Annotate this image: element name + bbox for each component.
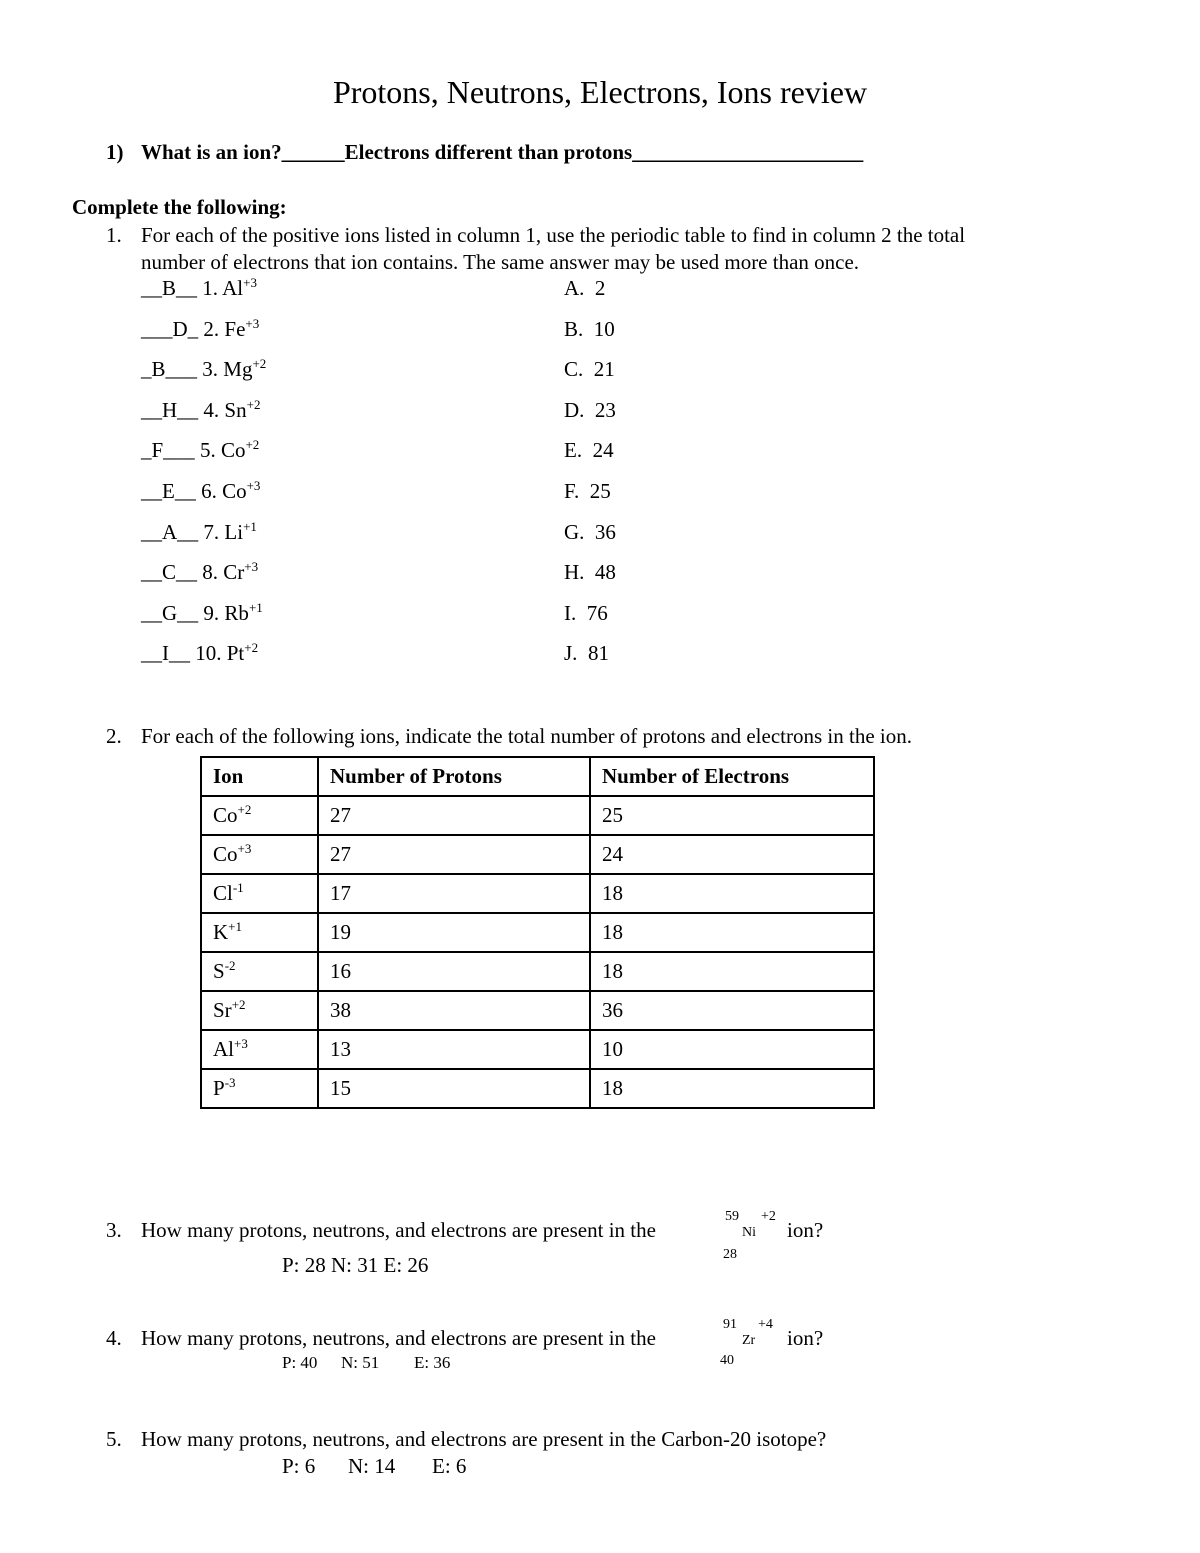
ion-charge: -1 <box>232 880 244 895</box>
ion-symbol: S <box>213 959 225 983</box>
q3-symbol: Ni <box>742 1225 756 1240</box>
match-answer: __A__ <box>141 520 199 544</box>
q5-answer-neutrons: N: 14 <box>348 1454 396 1478</box>
match-ion-charge: +3 <box>245 316 260 331</box>
table-row <box>201 796 874 835</box>
q1-line <box>141 142 863 163</box>
complete-heading: Complete the following: <box>72 195 287 219</box>
ion-cell <box>201 991 318 1030</box>
table-row <box>201 1030 874 1069</box>
match-item <box>141 437 260 462</box>
choice-value: 2 <box>594 276 606 300</box>
match-ion-symbol: Mg <box>223 357 253 381</box>
match-ion-charge: +2 <box>244 640 259 655</box>
choice-item <box>564 440 614 461</box>
choice-item <box>564 481 611 502</box>
match-item <box>141 397 261 422</box>
choice-item <box>564 400 616 421</box>
ion-symbol: Cl <box>213 881 233 905</box>
electrons-cell: 10 <box>590 1030 874 1069</box>
choice-letter: A. <box>564 276 585 300</box>
section1-instructions-line2: number of electrons that ion contains. The same answer may be used more than once. <box>141 250 860 274</box>
match-ion-charge: +3 <box>243 275 257 290</box>
match-ion-charge: +2 <box>246 397 261 412</box>
match-answer: __C__ <box>141 560 198 584</box>
match-answer: ___D_ <box>141 317 199 341</box>
choice-item <box>564 319 615 340</box>
ion-cell <box>201 874 318 913</box>
match-ion-charge: +3 <box>246 478 261 493</box>
choice-value: 81 <box>587 641 609 665</box>
section1-number: 1. <box>106 223 122 247</box>
q4-answer-electrons: E: 36 <box>414 1353 451 1372</box>
choice-value: 10 <box>593 317 615 341</box>
match-ion-symbol: Co <box>220 438 246 462</box>
choice-item <box>564 603 608 624</box>
ion-symbol: Co <box>213 803 238 827</box>
match-number: 3. <box>202 357 219 381</box>
match-answer: __H__ <box>141 398 199 422</box>
match-ion-symbol: Rb <box>224 601 249 625</box>
q4-suffix: ion? <box>787 1326 824 1350</box>
q4-mass-number: 91 <box>723 1317 737 1332</box>
choice-item <box>564 359 615 380</box>
match-item <box>141 275 257 300</box>
ion-symbol: P <box>213 1076 225 1100</box>
match-ion-charge: +1 <box>248 600 263 615</box>
section2-instructions: For each of the following ions, indicate the total number of protons and electrons in the ion. <box>141 724 912 748</box>
electrons-cell: 25 <box>590 796 874 835</box>
choice-value: 23 <box>594 398 616 422</box>
choice-value: 21 <box>593 357 615 381</box>
protons-cell: 15 <box>318 1069 590 1108</box>
ion-symbol: Sr <box>213 998 232 1022</box>
match-item <box>141 559 259 584</box>
protons-cell: 27 <box>318 796 590 835</box>
header-protons: Number of Protons <box>318 757 590 796</box>
ion-symbol: K <box>213 920 229 944</box>
match-ion-symbol: Co <box>222 479 247 503</box>
q3-atomic-number: 28 <box>723 1247 737 1262</box>
match-number: 8. <box>202 560 219 584</box>
choice-value: 36 <box>594 520 616 544</box>
q4-symbol: Zr <box>742 1333 756 1348</box>
choice-item <box>564 522 616 543</box>
q4-answer-protons: P: 40 <box>282 1353 318 1372</box>
match-ion-symbol: Pt <box>226 641 245 665</box>
choice-item <box>564 562 616 583</box>
q1-blank-after: ______________________ <box>632 140 864 164</box>
protons-cell: 13 <box>318 1030 590 1069</box>
choice-letter: G. <box>564 520 585 544</box>
match-number: 10. <box>195 641 222 665</box>
choice-value: 48 <box>594 560 616 584</box>
ion-charge: +2 <box>231 997 246 1012</box>
electrons-cell: 18 <box>590 913 874 952</box>
match-ion-symbol: Sn <box>224 398 247 422</box>
q4-answer-neutrons: N: 51 <box>341 1353 380 1372</box>
ion-cell <box>201 1069 318 1108</box>
protons-cell: 16 <box>318 952 590 991</box>
electrons-cell: 18 <box>590 1069 874 1108</box>
ion-charge: +3 <box>234 1036 248 1051</box>
q5-answer-protons: P: 6 <box>282 1454 316 1478</box>
ion-charge: +2 <box>237 802 252 817</box>
match-answer: _F___ <box>141 438 195 462</box>
q1-answer: Electrons different than protons <box>344 140 633 164</box>
match-number: 5. <box>199 438 216 462</box>
electrons-cell: 24 <box>590 835 874 874</box>
match-ion-charge: +2 <box>245 437 260 452</box>
choice-letter: D. <box>564 398 585 422</box>
ion-cell <box>201 913 318 952</box>
protons-cell: 38 <box>318 991 590 1030</box>
match-answer: _B___ <box>141 357 198 381</box>
q3-mass-number: 59 <box>725 1209 739 1224</box>
ion-cell <box>201 835 318 874</box>
match-answer: __G__ <box>141 601 199 625</box>
ion-cell <box>201 796 318 835</box>
match-number: 7. <box>203 520 220 544</box>
table-row <box>201 1069 874 1108</box>
q1-blank-before: ______ <box>281 140 345 164</box>
choice-letter: H. <box>564 560 585 584</box>
match-ion-charge: +2 <box>252 356 267 371</box>
q5-text: How many protons, neutrons, and electrons are present in the Carbon-20 isotope? <box>141 1427 827 1451</box>
choice-letter: E. <box>564 438 583 462</box>
electrons-cell: 18 <box>590 874 874 913</box>
header-ion: Ion <box>201 757 318 796</box>
ion-cell <box>201 1030 318 1069</box>
match-item <box>141 600 263 625</box>
match-ion-symbol: Li <box>224 520 244 544</box>
match-answer: __B__ <box>141 276 198 300</box>
q3-text: How many protons, neutrons, and electrons are present in the <box>141 1218 656 1242</box>
match-answer: __E__ <box>141 479 196 503</box>
ion-table <box>200 756 875 1109</box>
choice-letter: B. <box>564 317 584 341</box>
q4-charge: +4 <box>758 1317 773 1332</box>
q3-charge: +2 <box>761 1209 776 1224</box>
protons-cell: 17 <box>318 874 590 913</box>
match-ion-symbol: Fe <box>224 317 246 341</box>
choice-letter: F. <box>564 479 580 503</box>
match-item <box>141 356 267 381</box>
match-number: 9. <box>203 601 220 625</box>
choice-letter: J. <box>564 641 578 665</box>
choice-value: 25 <box>589 479 611 503</box>
ion-symbol: Al <box>213 1037 234 1061</box>
q3-number: 3. <box>106 1218 122 1242</box>
choice-item <box>564 278 605 299</box>
choice-item <box>564 643 609 664</box>
table-header-row <box>201 757 874 796</box>
match-number: 1. <box>202 276 219 300</box>
q1-number: 1) <box>106 140 124 164</box>
ion-charge: -2 <box>224 958 236 973</box>
ion-charge: +1 <box>228 919 243 934</box>
protons-cell: 19 <box>318 913 590 952</box>
electrons-cell: 36 <box>590 991 874 1030</box>
q5-answer-electrons: E: 6 <box>432 1454 467 1478</box>
page-title: Protons, Neutrons, Electrons, Ions review <box>332 74 868 110</box>
match-number: 2. <box>203 317 220 341</box>
match-answer: __I__ <box>141 641 190 665</box>
ion-symbol: Co <box>213 842 238 866</box>
match-item <box>141 519 257 544</box>
match-item <box>141 478 261 503</box>
match-item <box>141 640 259 665</box>
section2-number: 2. <box>106 724 122 748</box>
ion-charge: -3 <box>224 1075 236 1090</box>
table-row <box>201 913 874 952</box>
table-row <box>201 991 874 1030</box>
section1-instructions-line1: For each of the positive ions listed in column 1, use the periodic table to find in column 2 the total <box>141 223 966 247</box>
q3-answer: P: 28 N: 31 E: 26 <box>282 1253 429 1277</box>
ion-cell <box>201 952 318 991</box>
table-row <box>201 952 874 991</box>
match-number: 4. <box>203 398 220 422</box>
match-ion-charge: +3 <box>244 559 259 574</box>
q1-question: What is an ion? <box>141 140 282 164</box>
choice-letter: I. <box>564 601 577 625</box>
match-item <box>141 316 260 341</box>
choice-value: 76 <box>586 601 608 625</box>
ion-charge: +3 <box>237 841 252 856</box>
choice-value: 24 <box>592 438 614 462</box>
q4-number: 4. <box>106 1326 122 1350</box>
electrons-cell: 18 <box>590 952 874 991</box>
header-electrons: Number of Electrons <box>590 757 874 796</box>
table-row <box>201 835 874 874</box>
choice-letter: C. <box>564 357 584 381</box>
table-row <box>201 874 874 913</box>
protons-cell: 27 <box>318 835 590 874</box>
match-ion-symbol: Al <box>222 276 244 300</box>
q5-number: 5. <box>106 1427 122 1451</box>
match-number: 6. <box>201 479 217 503</box>
q4-text: How many protons, neutrons, and electrons are present in the <box>141 1326 656 1350</box>
match-ion-symbol: Cr <box>223 560 245 584</box>
q4-atomic-number: 40 <box>720 1353 734 1368</box>
match-ion-charge: +1 <box>243 519 257 534</box>
q3-suffix: ion? <box>787 1218 824 1242</box>
